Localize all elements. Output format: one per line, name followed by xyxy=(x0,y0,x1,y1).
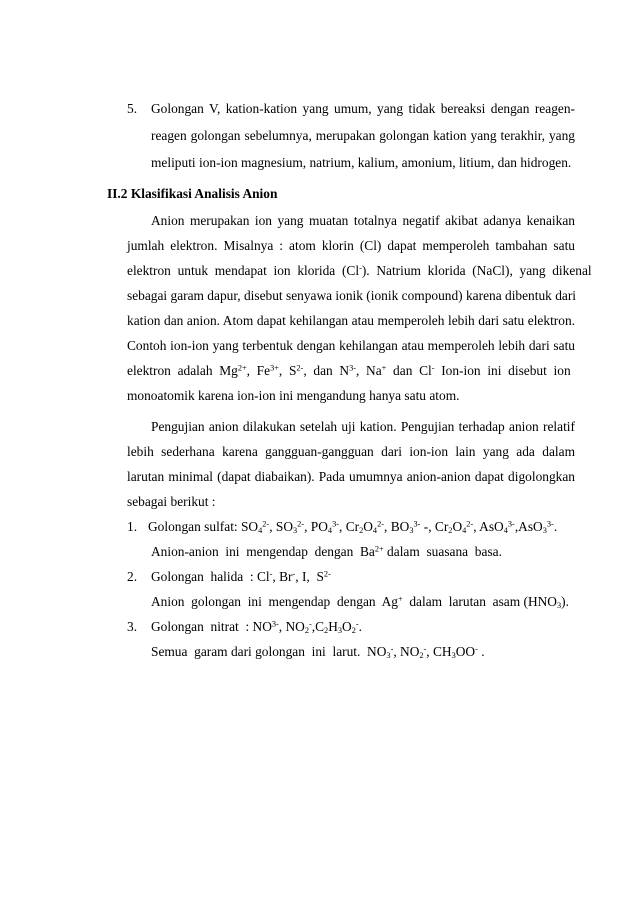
group-sulfat-line: Golongan sulfat: $SO_4^{2-}$, $SO_3^{2-}$, $PO_4^{3-}$, $Cr_2O_4^{2-}$, $BO_3^{3-}$ -, $Cr_2O_4^{2-}$, AsO$_4^{3-}$,AsO$_3^{3-}$. xyxy=(148,519,558,536)
paragraph-line: Pengujian anion dilakukan setelah uji kation. Pengujian terhadap anion relatif xyxy=(151,419,575,434)
paragraph-line: Anion merupakan ion yang muatan totalnya negatif akibat adanya kenaikan xyxy=(151,213,575,228)
paragraph-line: monoatomik karena ion-ion ini mengandung hanya satu atom. xyxy=(127,388,460,403)
paragraph-line: Golongan V, kation-kation yang umum, yang tidak bereaksi dengan reagen- xyxy=(151,101,575,116)
list-number: 5. xyxy=(127,101,138,116)
paragraph-line: kation dan anion. Atom dapat kehilangan atau memperoleh lebih dari satu elektron. xyxy=(127,313,575,328)
group-note: Anion golongan ini mengendap dengan Ag+ dalam larutan asam $(HNO_3)$. xyxy=(151,594,569,611)
group-note: Anion-anion ini mengendap dengan $Ba^{2+}$ dalam suasana basa. xyxy=(151,544,502,559)
paragraph-line: jumlah elektron. Misalnya : atom klorin (Cl) dapat memperoleh tambahan satu xyxy=(127,238,575,253)
paragraph-line: Contoh ion-ion yang terbentuk dengan kehilangan atau memperoleh lebih dari satu xyxy=(127,338,575,353)
paragraph-line: reagen golongan sebelumnya, merupakan golongan kation yang terakhir, yang xyxy=(151,128,575,143)
list-number: 1. xyxy=(127,519,138,534)
paragraph-line: larutan minimal (dapat diabaikan). Pada umumnya anion-anion dapat digolongkan xyxy=(127,469,575,484)
paragraph-line: elektron untuk mendapat ion klorida (Cl-). Natrium klorida (NaCl), yang dikenal xyxy=(127,263,592,278)
list-number: 2. xyxy=(127,569,138,584)
group-halida-line: Golongan halida : Cl-, Br-, I, $S^{2-}$ xyxy=(151,569,331,584)
paragraph-line: elektron adalah $Mg^{2+}$, $Fe^{3+}$, $S^{2-}$, dan $N^{3-}$, Na+ dan Cl- Ion-ion ini disebut ion xyxy=(127,363,571,378)
paragraph-line: lebih sederhana karena gangguan-gangguan dari ion-ion lain yang ada dalam xyxy=(127,444,575,459)
group-nitrat-line: Golongan nitrat : $NO^{3-}$, $NO_2^-,C_2H_3O_2^-$. xyxy=(151,619,362,636)
paragraph-line: sebagai berikut : xyxy=(127,494,216,509)
group-note: Semua garam dari golongan ini larut. $NO_3^-$, $NO_2^-$, $CH_3OO^-$ . xyxy=(151,644,485,661)
section-heading: II.2 Klasifikasi Analisis Anion xyxy=(107,186,278,201)
list-number: 3. xyxy=(127,619,138,634)
paragraph-line: sebagai garam dapur, disebut senyawa ionik (ionik compound) karena dibentuk dari xyxy=(127,288,577,303)
paragraph-line: meliputi ion-ion magnesium, natrium, kalium, amonium, litium, dan hidrogen. xyxy=(151,155,572,170)
